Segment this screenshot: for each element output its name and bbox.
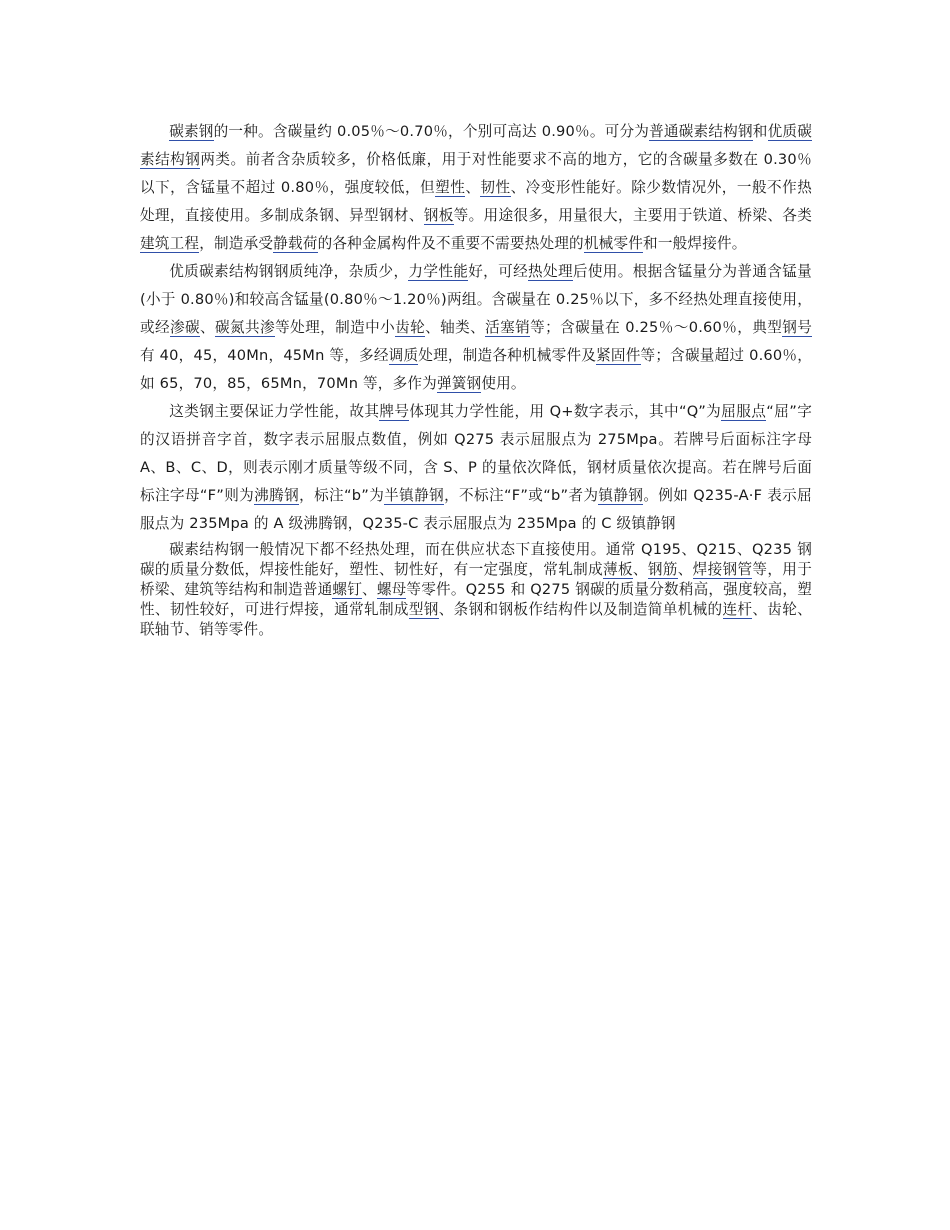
term-link[interactable]: 优质碳素结构钢 [140, 123, 812, 168]
term-link[interactable]: 半镇静钢 [384, 487, 445, 504]
paragraph-text: 优质碳素结构钢钢质纯净，杂质少， [169, 263, 409, 280]
term-link[interactable]: 碳氮共渗 [215, 319, 276, 336]
paragraph-text: 和 [752, 123, 768, 140]
paragraph-text: 和一般焊接件。 [643, 235, 747, 252]
paragraph-text: 等；含碳量在 0.25％～0.60％，典型 [530, 319, 783, 336]
paragraph-3 [140, 398, 812, 538]
term-link[interactable]: 机械零件 [583, 235, 644, 252]
term-link[interactable]: 螺母 [376, 581, 407, 598]
term-link[interactable]: 屈服点 [721, 403, 767, 420]
paragraph-text: 的各种金属构件及不重要不需要热处理的 [317, 235, 584, 252]
term-link[interactable]: 牌号 [379, 403, 410, 420]
paragraph-text: 、 [677, 561, 693, 578]
paragraph-text: 使用。 [481, 375, 526, 392]
term-link[interactable]: 韧性 [480, 179, 511, 196]
paragraph-text: ，制造承受 [199, 235, 274, 252]
term-link[interactable]: 钢号 [782, 319, 813, 336]
paragraph-text: 、 [362, 581, 377, 598]
paragraph-text: 等；含碳量超过 0.60％，如 65，70，85，65Mn，70Mn 等，多作为 [140, 347, 813, 392]
paragraph-text: 、 [465, 179, 481, 196]
term-link[interactable]: 钢筋 [647, 561, 678, 578]
paragraph-text: 等，用于桥梁、建筑等结构和制造普通 [140, 561, 812, 598]
paragraph-text: 两类。前者含杂质较多，价格低廉，用于对性能要求不高的地方，它的含碳量多数在 0.30％以下，含锰量不超过 0.80％，强度较低，但 [140, 151, 812, 196]
term-link[interactable]: 焊接钢管 [692, 561, 753, 578]
term-link[interactable]: 螺钉 [332, 581, 362, 598]
term-link[interactable]: 活塞销 [485, 319, 531, 336]
term-link[interactable]: 齿轮 [395, 319, 426, 336]
paragraph-text: 处理，制造各种机械零件及 [418, 347, 597, 364]
paragraph-text: 、轴类、 [425, 319, 486, 336]
term-link[interactable]: 塑性 [435, 179, 466, 196]
paragraph-text: 体现其力学性能，用 Q+数字表示，其中“Q”为 [409, 403, 722, 420]
term-link[interactable]: 连杆 [722, 601, 753, 618]
paragraph-text: 的一种。含碳量约 0.05％～0.70％，个别可高达 0.90％。可分为 [213, 123, 650, 140]
term-link[interactable]: 建筑工程 [140, 235, 200, 252]
term-link[interactable]: 镇静钢 [598, 487, 644, 504]
paragraph-text: 、冷变形性能好。除少数情况外，一般不作热处理，直接使用。多制成条钢、异型钢材、 [140, 179, 812, 224]
paragraph-text: 、 [632, 561, 648, 578]
paragraph-text: 、条钢和钢板作结构件以及制造简单机械的 [438, 601, 723, 618]
paragraph-text: 、齿轮、联轴节、销等零件。 [140, 601, 812, 638]
term-link[interactable]: 沸腾钢 [254, 487, 300, 504]
paragraph-text: 。例如 Q235-A·F 表示屈服点为 235Mpa 的 A 级沸腾钢，Q235-C 表示屈服点为 235Mpa 的 C 级镇静钢 [140, 487, 812, 532]
term-link[interactable]: 静载荷 [273, 235, 318, 252]
paragraph-text: 后使用。根据含锰量分为普通含锰量(小于 0.80％)和较高含锰量(0.80％～1.20％)两组。含碳量在 0.25％以下，多不经热处理直接使用，或经 [140, 263, 812, 336]
paragraph-text: ，标注“b”为 [299, 487, 385, 504]
paragraph-text: 有 40，45，40Mn，45Mn 等，多经 [140, 347, 389, 364]
document-page [140, 118, 812, 640]
term-link[interactable]: 碳素钢 [169, 123, 214, 140]
paragraph-text: 等零件。Q255 和 Q275 钢碳的质量分数稍高，强度较高，塑性、韧性较好，可进行焊接，通常轧制成 [140, 581, 813, 618]
paragraph-text: 等。用途很多，用量很大，主要用于铁道、桥梁、各类 [453, 207, 812, 224]
term-link[interactable]: 弹簧钢 [436, 375, 482, 392]
paragraph-text: ，不标注“F”或“b”者为 [444, 487, 599, 504]
paragraph-4 [140, 540, 812, 640]
term-link[interactable]: 渗碳 [170, 319, 201, 336]
term-link[interactable]: 热处理 [528, 263, 573, 280]
term-link[interactable]: 型钢 [408, 601, 439, 618]
term-link[interactable]: 紧固件 [596, 347, 641, 364]
term-link[interactable]: 力学性能 [408, 263, 469, 280]
paragraph-text: “屈”字的汉语拼音字首，数字表示屈服点数值，例如 Q275 表示屈服点为 275Mpa。若牌号后面标注字母 A、B、C、D，则表示刚才质量等级不同，含 S、P 的量依次降低，钢材质量依次提高。若在牌号后面标注字母“F”则为 [140, 403, 812, 504]
paragraph-text: 、 [200, 319, 216, 336]
paragraph-text: 碳素结构钢一般情况下都不经热处理，而在供应状态下直接使用。通常 Q195、Q215、Q235 钢碳的质量分数低，焊接性能好，塑性、韧性好，有一定强度，常轧制成 [140, 541, 812, 578]
paragraph-text: 这类钢主要保证力学性能，故其 [169, 403, 380, 420]
term-link[interactable]: 普通碳素结构钢 [649, 123, 753, 140]
paragraph-text: 好，可经 [468, 263, 529, 280]
paragraph-text: 等处理，制造中小 [275, 319, 396, 336]
term-link[interactable]: 薄板 [603, 561, 633, 578]
paragraph-1 [140, 118, 812, 258]
term-link[interactable]: 调质 [388, 347, 419, 364]
term-link[interactable]: 钢板 [423, 207, 454, 224]
paragraph-2 [140, 258, 812, 398]
